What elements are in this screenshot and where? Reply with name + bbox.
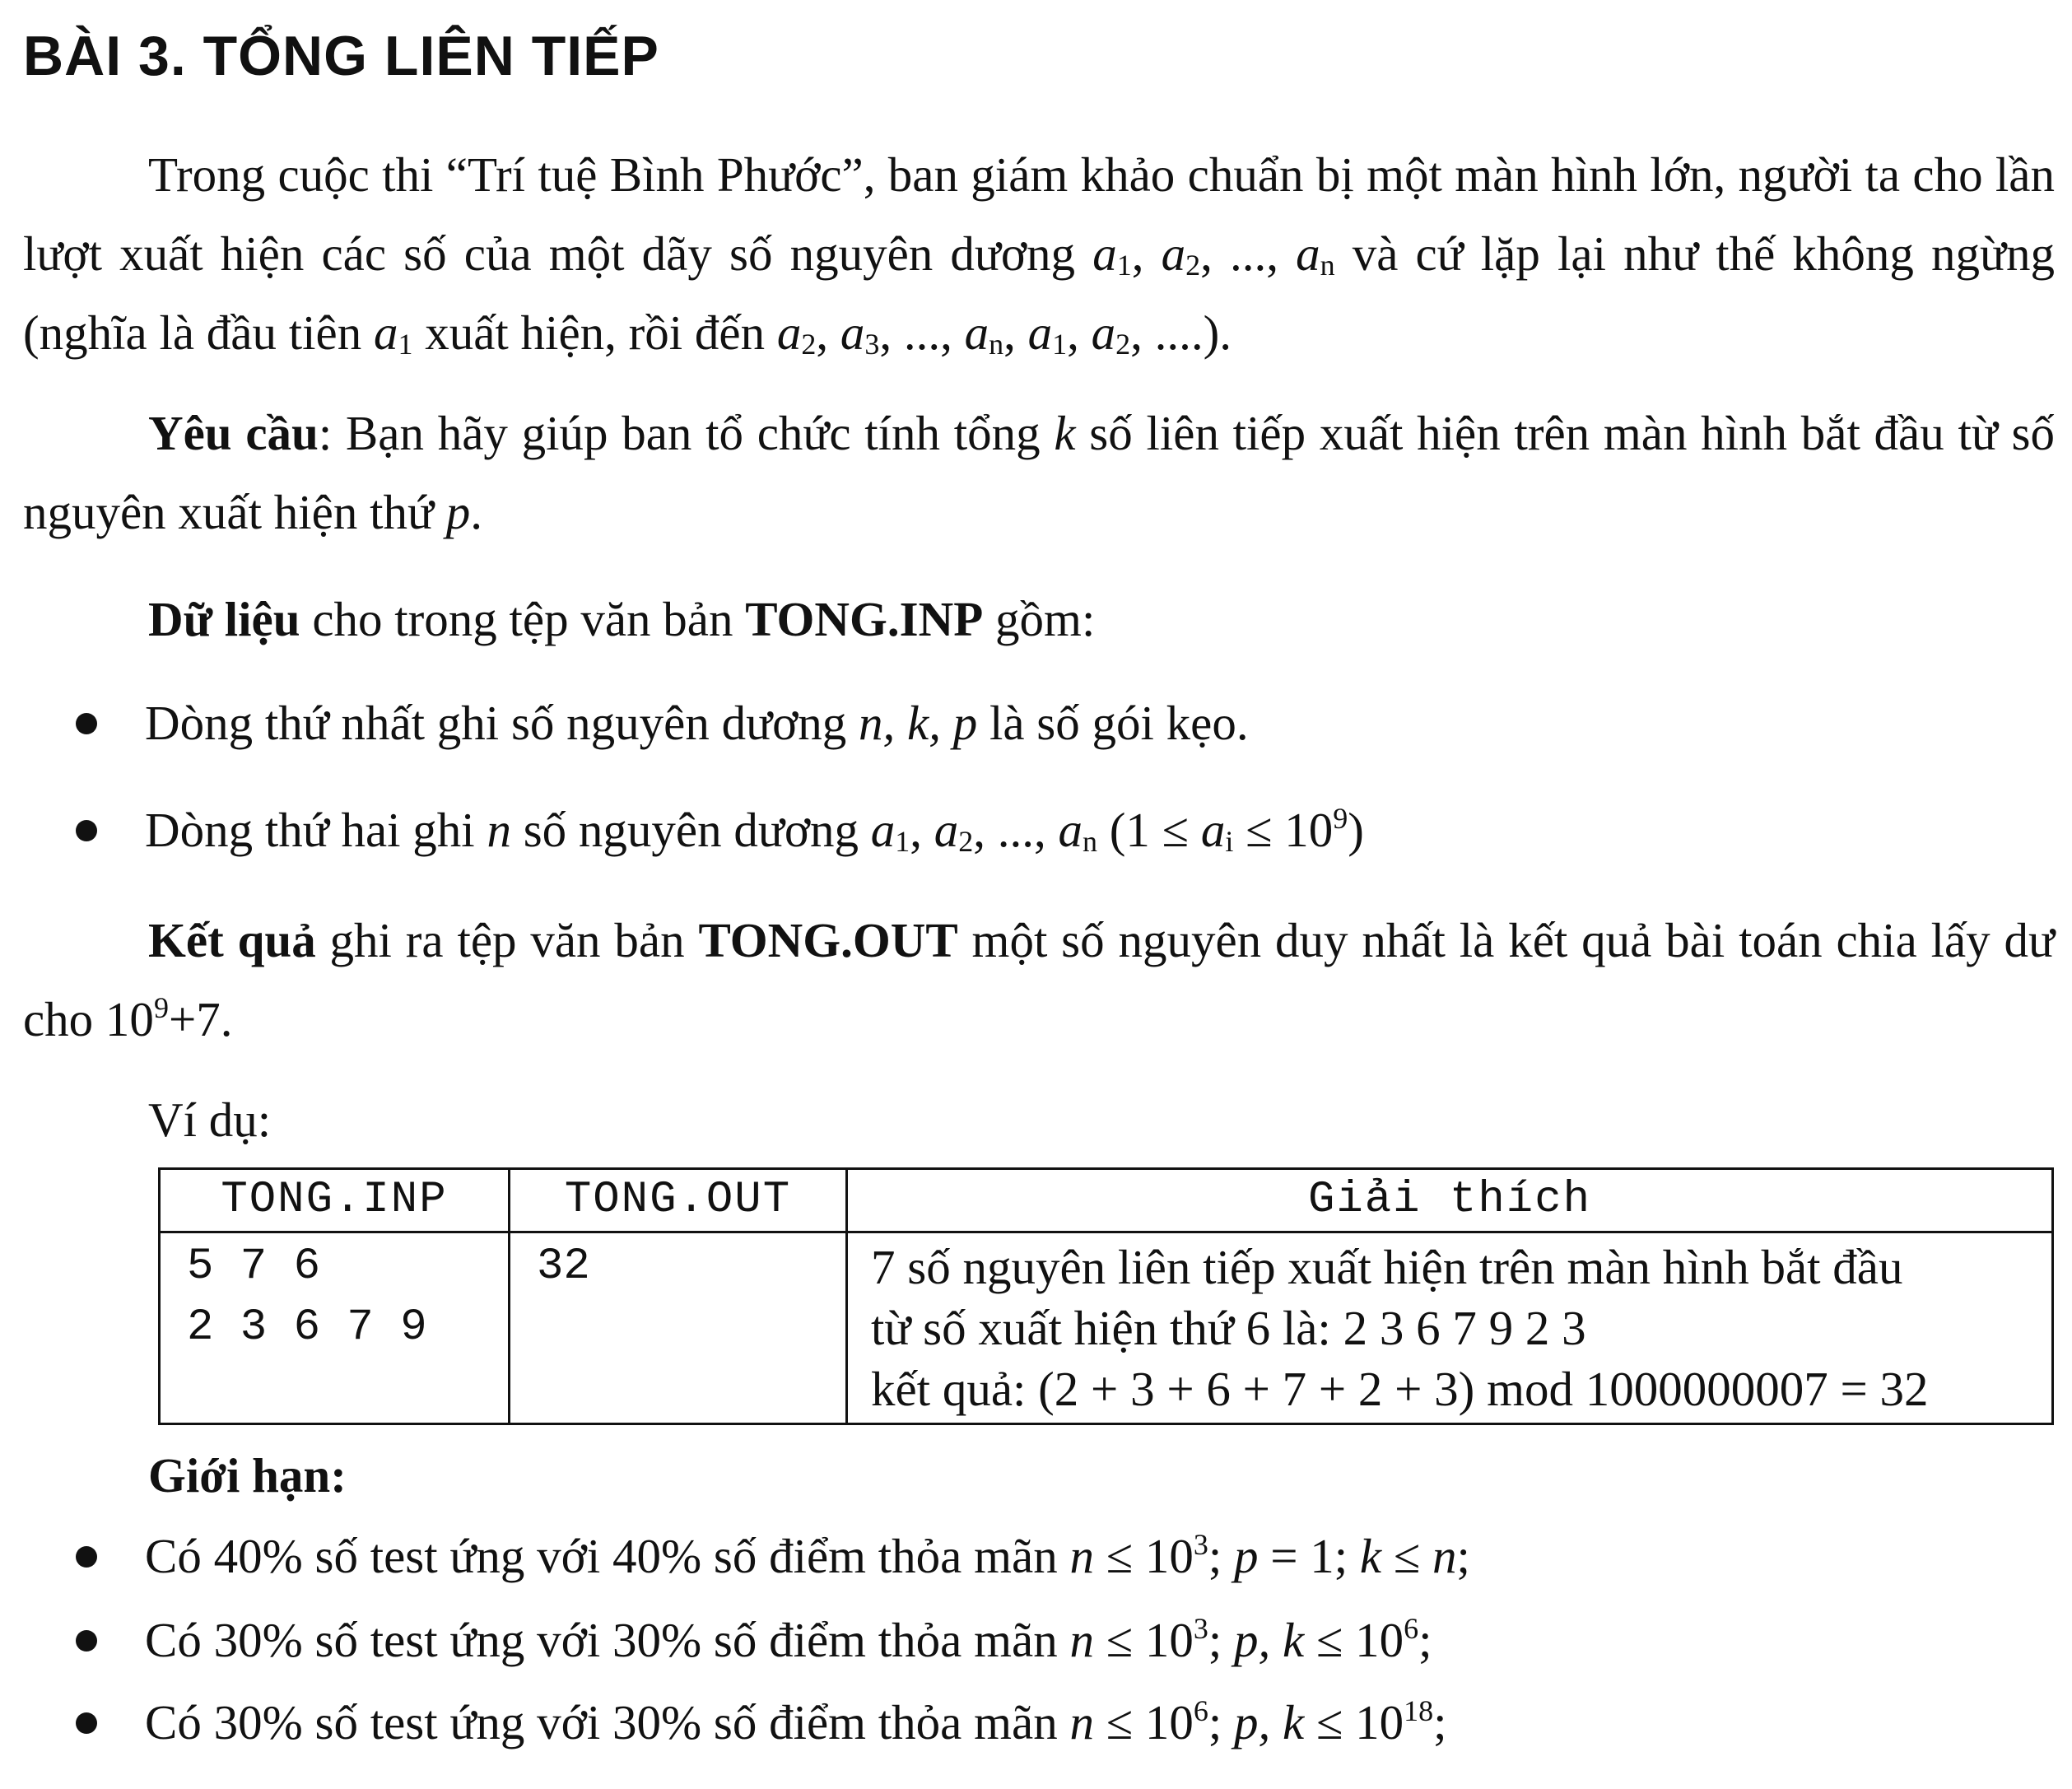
inp-line: 5 7 6 (187, 1242, 321, 1292)
separator: , (816, 305, 840, 360)
explain-line: 7 số nguyên liên tiếp xuất hiện trên màn hình bắt đầu (871, 1240, 1903, 1294)
var-n: n (487, 803, 511, 857)
input-line2-item (145, 797, 2038, 863)
intro-text: và cứ lặp lại như thế không ngừng (nghĩa là đầu tiên (23, 226, 2055, 360)
input-line1-item (145, 690, 2038, 756)
separator: , (1131, 226, 1162, 281)
var-a: a (840, 305, 865, 360)
example-label: Ví dụ: (148, 1093, 272, 1147)
var-a: a (1027, 305, 1053, 360)
explain-line: kết quả: (2 + 3 + 6 + 7 + 2 + 3) mod 1000000007 = 32 (871, 1362, 1929, 1416)
var-a: a (1092, 226, 1117, 281)
limit-text: ≤ 10 (1304, 1695, 1404, 1749)
output-text: ghi ra tệp văn bản (315, 913, 699, 967)
range-text: (1 ≤ (1097, 803, 1201, 857)
limit-text: ; (1208, 1695, 1234, 1749)
sub-2: 2 (801, 328, 817, 361)
limit-item (145, 1607, 2038, 1673)
example-table (158, 1167, 2054, 1425)
separator: , (1003, 305, 1028, 360)
limit-text: Có 30% số test ứng với 30% số điểm thỏa mãn (145, 1695, 1070, 1749)
var-k: k (1359, 1529, 1382, 1583)
var-a: a (934, 803, 959, 857)
separator: , (910, 803, 934, 857)
var-a: a (373, 305, 398, 360)
limit-text: ; (1433, 1695, 1447, 1749)
sub-n: n (1083, 825, 1098, 858)
bullet-icon (76, 1712, 97, 1734)
var-a: a (1200, 803, 1226, 857)
limit-text: ; (1456, 1529, 1470, 1583)
var-a: a (964, 305, 989, 360)
limit-item (145, 1689, 2038, 1755)
sub-2: 2 (958, 825, 974, 858)
range-text: ) (1348, 803, 1364, 857)
var-a: a (776, 305, 802, 360)
limits-heading: Giới hạn: (148, 1448, 347, 1502)
exponent: 9 (153, 991, 169, 1024)
inp-cell (160, 1232, 510, 1424)
var-a: a (1091, 305, 1116, 360)
header-inp: TONG.INP (160, 1169, 510, 1232)
var-k: k (1054, 406, 1076, 460)
exponent: 9 (1333, 802, 1348, 835)
sub-n: n (989, 328, 1004, 361)
requirement-label: Yêu cầu (148, 406, 319, 460)
var-p: p (1234, 1529, 1259, 1583)
intro-text: xuất hiện, rồi đến (412, 305, 777, 360)
vars-nkp: n, k, p (859, 696, 978, 750)
limit-text: ; (1208, 1613, 1234, 1667)
exponent: 6 (1193, 1694, 1208, 1727)
input-filename: TONG.INP (745, 592, 984, 646)
requirement-text: số liên tiếp xuất hiện trên màn hình bắt đầu từ số nguyên xuất hiện thứ (23, 406, 2056, 539)
output-text: +7. (168, 992, 233, 1046)
bullet-icon (76, 713, 97, 734)
bullet-icon (76, 1630, 97, 1652)
input-paragraph (23, 580, 2055, 659)
sub-1: 1 (1052, 328, 1068, 361)
bullet-icon (76, 820, 97, 841)
exponent: 18 (1404, 1694, 1434, 1727)
intro-text: , ....). (1130, 305, 1232, 360)
limit-text: ; (1208, 1529, 1234, 1583)
period: . (470, 485, 482, 539)
var-a: a (1296, 226, 1320, 281)
separator: , (1067, 305, 1092, 360)
bullet-icon (76, 1546, 97, 1568)
header-out: TONG.OUT (510, 1169, 847, 1232)
ellipsis: , ..., (879, 305, 965, 360)
explain-line: từ số xuất hiện thứ 6 là: 2 3 6 7 9 2 3 (871, 1301, 1586, 1355)
var-a: a (1161, 226, 1186, 281)
var-n: n (1069, 1613, 1094, 1667)
intro-text: Trong cuộc thi “Trí tuệ Bình Phước”, ban giám khảo chuẩn bị một màn hình lớn, người ta cho lần lượt xuất hiện các số của một dãy số nguyên dương (23, 147, 2055, 281)
inp-line: 2 3 6 7 9 (187, 1302, 427, 1353)
header-explain: Giải thích (847, 1169, 2053, 1232)
output-filename: TONG.OUT (698, 913, 958, 967)
sub-2: 2 (1115, 328, 1131, 361)
exponent: 3 (1193, 1528, 1208, 1561)
range-text: ≤ 10 (1233, 803, 1334, 857)
var-a: a (870, 803, 896, 857)
requirement-paragraph (23, 394, 2055, 552)
out-value: 32 (537, 1242, 590, 1292)
bullet-text: là số gói kẹo. (977, 696, 1249, 750)
table-row (160, 1232, 2053, 1424)
limit-item (145, 1523, 2038, 1589)
output-paragraph (23, 901, 2055, 1059)
var-p: p (445, 485, 471, 539)
var-a: a (1058, 803, 1083, 857)
sub-n: n (1320, 249, 1335, 282)
exponent: 6 (1404, 1612, 1419, 1645)
sub-i: i (1225, 825, 1234, 858)
sub-2: 2 (1185, 249, 1201, 282)
explain-cell (847, 1232, 2053, 1424)
bullet-text: số nguyên dương (510, 803, 871, 857)
vars-pk: p, k (1234, 1695, 1305, 1749)
limit-text: ; (1418, 1613, 1432, 1667)
ellipsis: , ..., (1200, 226, 1297, 281)
limit-text: ≤ 10 (1304, 1613, 1404, 1667)
vars-pk: p, k (1234, 1613, 1305, 1667)
bullet-text: Dòng thứ nhất ghi số nguyên dương (145, 696, 859, 750)
limit-text: ≤ 10 (1093, 1529, 1194, 1583)
sub-3: 3 (864, 328, 880, 361)
limit-text: ≤ 10 (1093, 1695, 1194, 1749)
sub-1: 1 (398, 328, 413, 361)
sub-1: 1 (1116, 249, 1132, 282)
exponent: 3 (1193, 1612, 1208, 1645)
input-label: Dữ liệu (148, 592, 300, 646)
sub-1: 1 (895, 825, 910, 858)
limit-text: ≤ (1381, 1529, 1432, 1583)
out-cell (510, 1232, 847, 1424)
limit-text: Có 40% số test ứng với 40% số điểm thỏa mãn (145, 1529, 1070, 1583)
limit-text: ≤ 10 (1093, 1613, 1194, 1667)
table-header-row (160, 1169, 2053, 1232)
output-text: một số nguyên duy nhất là kết quả bài toán chia lấy dư cho 10 (23, 913, 2055, 1046)
var-n: n (1069, 1695, 1094, 1749)
limit-text: = 1; (1258, 1529, 1360, 1583)
ellipsis: , ..., (973, 803, 1059, 857)
bullet-text: Dòng thứ hai ghi (145, 803, 487, 857)
requirement-text: : Bạn hãy giúp ban tổ chức tính tổng (318, 406, 1055, 460)
var-n: n (1069, 1529, 1094, 1583)
intro-paragraph (23, 135, 2055, 372)
output-label: Kết quả (148, 913, 316, 967)
input-text: cho trong tệp văn bản (300, 592, 746, 646)
problem-title: BÀI 3. TỔNG LIÊN TIẾP (23, 25, 659, 87)
input-text: gồm: (983, 592, 1096, 646)
var-n: n (1432, 1529, 1457, 1583)
limit-text: Có 30% số test ứng với 30% số điểm thỏa mãn (145, 1613, 1070, 1667)
